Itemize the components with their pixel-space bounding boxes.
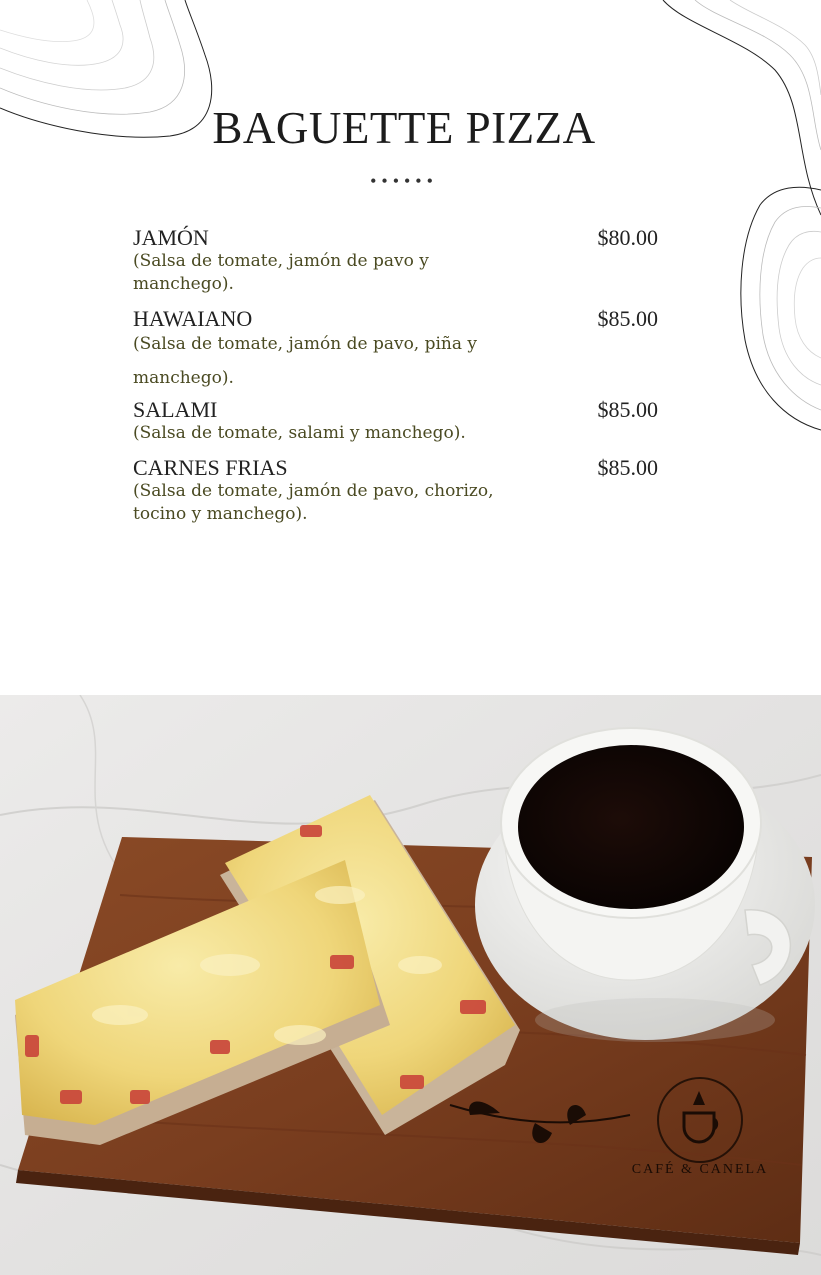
topographic-lines-right: [655, 0, 821, 440]
menu-item-jamon: [133, 226, 658, 296]
food-photo: [0, 695, 821, 1275]
saucer-shadow: [535, 998, 775, 1042]
menu-item-description: (Salsa de tomate, jamón de pavo y manchego).: [133, 251, 429, 294]
menu-item-description: (Salsa de tomate, jamón de pavo, chorizo, tocino y manchego).: [133, 481, 494, 524]
menu-item-name: SALAMI: [133, 397, 218, 422]
menu-item-price: $85.00: [597, 306, 658, 331]
menu-title: BAGUETTE PIZZA: [212, 103, 596, 153]
menu-item-description: (Salsa de tomate, jamón de pavo, piña y manchego).: [133, 334, 478, 388]
menu-item-name: JAMÓN: [133, 225, 209, 250]
title-separator: ••••••: [370, 171, 438, 191]
menu-item-description: (Salsa de tomate, salami y manchego).: [133, 423, 466, 443]
menu-item-name: HAWAIANO: [133, 306, 253, 331]
menu-item-name: CARNES FRIAS: [133, 455, 288, 480]
menu-item-carnes-frias: [133, 456, 658, 526]
menu-item-price: $85.00: [597, 455, 658, 480]
menu-item-price: $85.00: [597, 397, 658, 422]
menu-item-hawaiano: [133, 307, 658, 395]
coffee: [518, 745, 744, 909]
menu-item-price: $80.00: [597, 225, 658, 250]
menu-item-salami: [133, 398, 658, 445]
logo-text: CAFÉ & CANELA: [631, 1162, 769, 1177]
